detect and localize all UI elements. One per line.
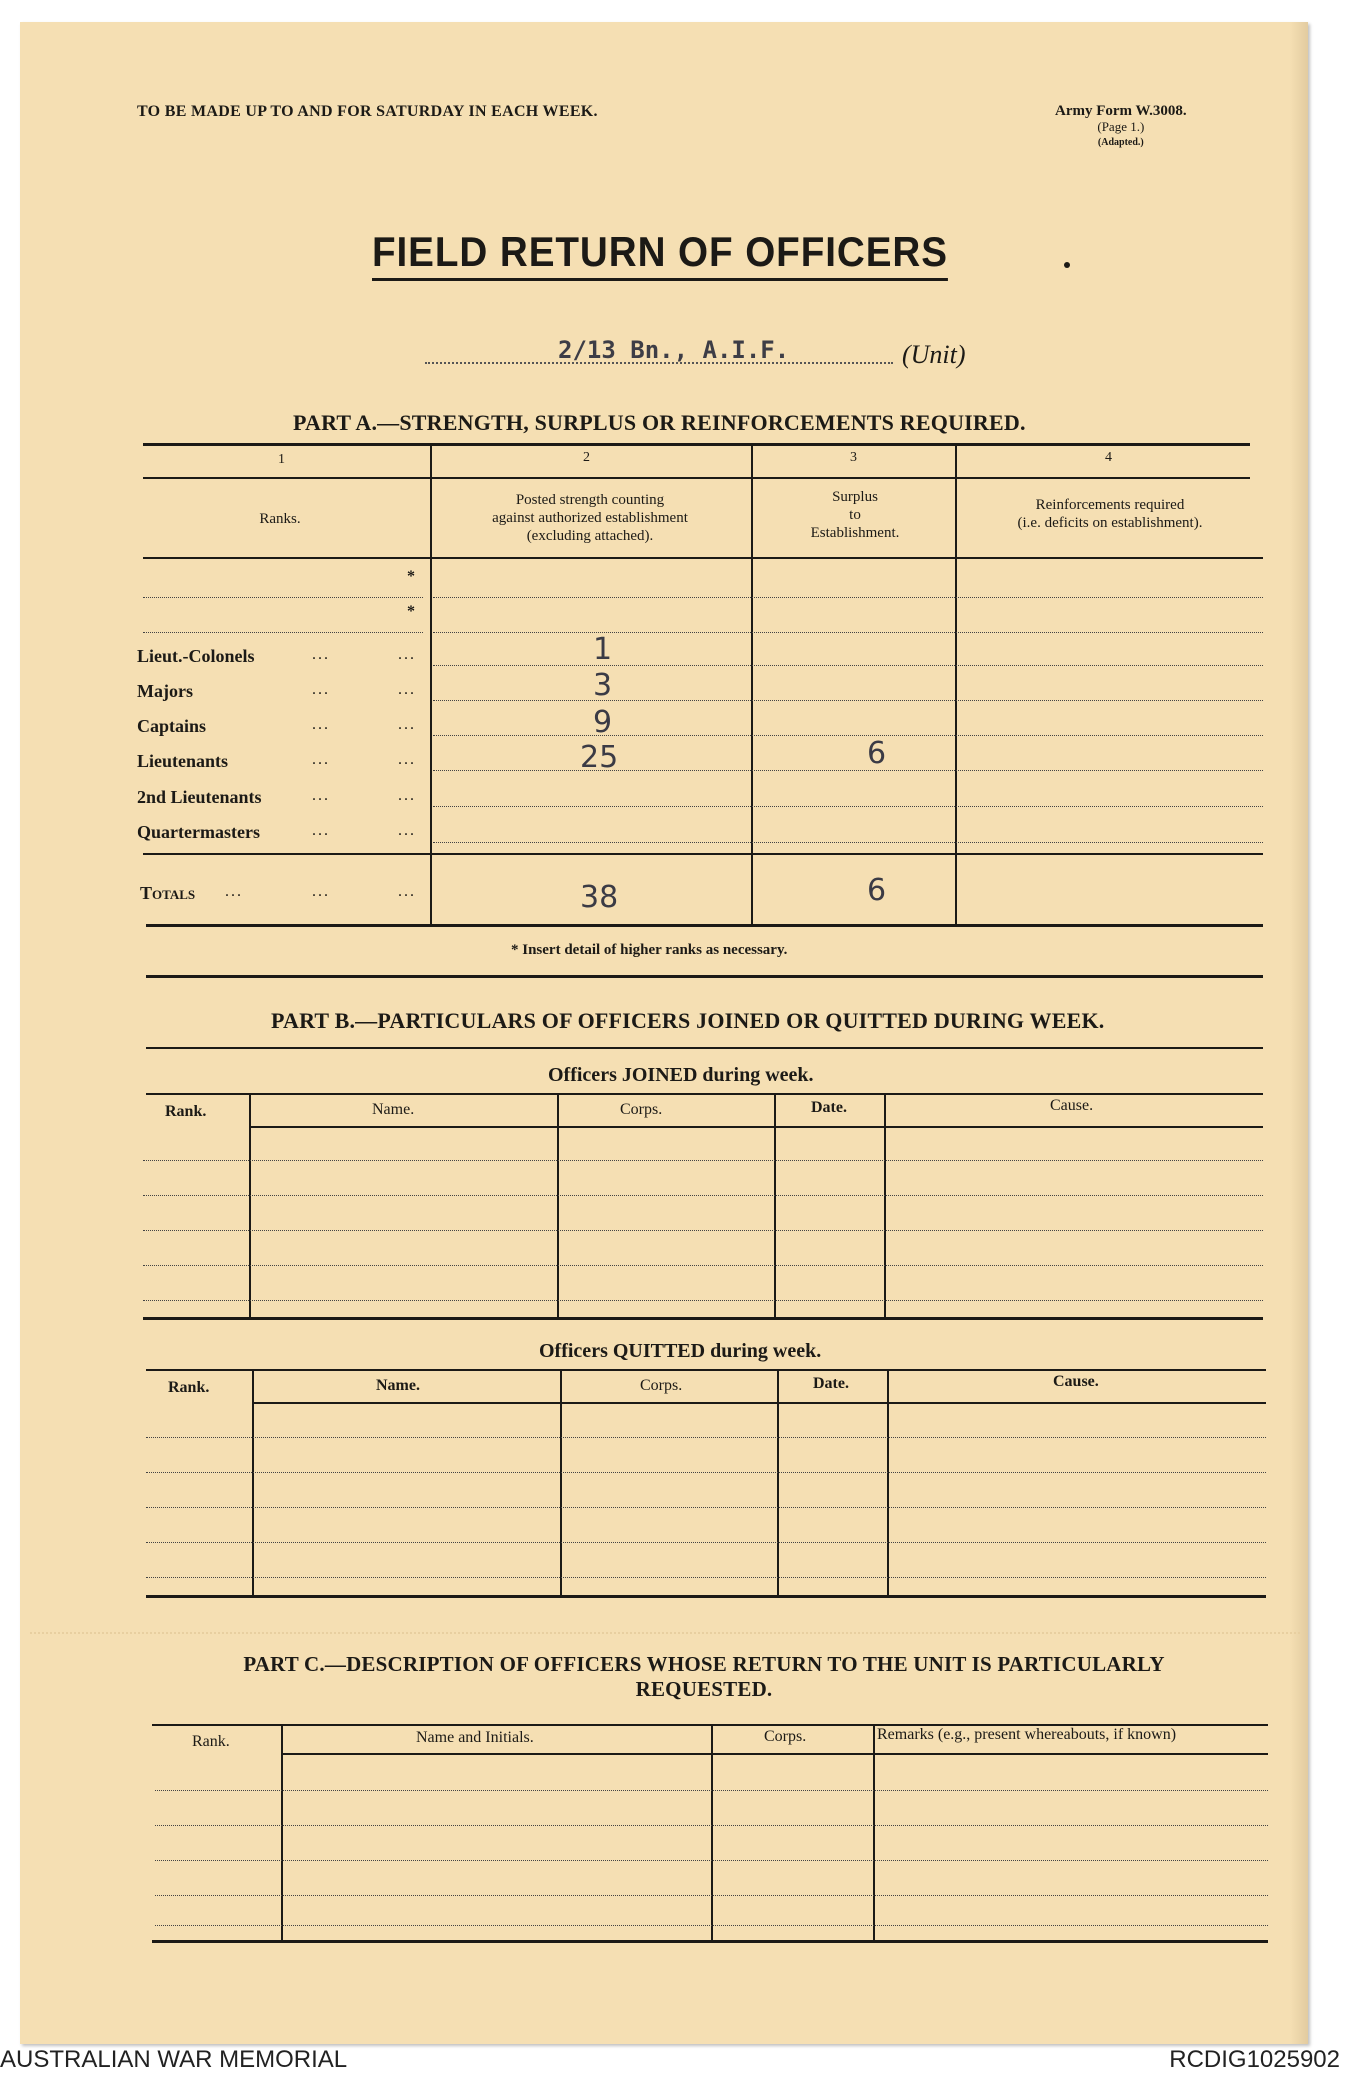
leader-dots: ... xyxy=(398,751,416,768)
totals-top-rule xyxy=(143,853,1263,855)
colnum-3: 3 xyxy=(850,450,857,465)
part-a-bottom-rule xyxy=(146,924,1263,927)
row-line xyxy=(155,1790,1268,1791)
footnote: * Insert detail of higher ranks as necessary. xyxy=(511,942,788,958)
row-line xyxy=(146,1507,1266,1508)
row-line xyxy=(433,632,1263,633)
quitted-col-corps: Corps. xyxy=(640,1377,683,1394)
part-b-top-rule xyxy=(146,975,1263,978)
quitted-col-rank: Rank. xyxy=(168,1379,210,1396)
posted-captains: 9 xyxy=(593,705,613,740)
posted-lieut-colonels: 1 xyxy=(593,632,613,667)
unit-label: (Unit) xyxy=(902,340,966,369)
leader-dots: ... xyxy=(398,787,416,804)
joined-col-name: Name. xyxy=(372,1101,415,1118)
page-title: FIELD RETURN OF OFFICERS xyxy=(372,228,948,281)
leader-dots: ... xyxy=(312,883,330,900)
quitted-vline-3 xyxy=(777,1369,779,1595)
form-adapted: (Adapted.) xyxy=(1097,137,1144,148)
leader-dots: ... xyxy=(312,787,330,804)
part-a-top-rule xyxy=(143,443,1250,446)
row-line xyxy=(433,700,1263,701)
row-line xyxy=(143,1160,1263,1161)
row-line xyxy=(433,665,1263,666)
row-line xyxy=(143,1300,1263,1301)
row-line xyxy=(155,1860,1268,1861)
leader-dots: ... xyxy=(398,822,416,839)
joined-vline-2 xyxy=(557,1093,559,1317)
quitted-col-name: Name. xyxy=(376,1377,420,1394)
quitted-bottom-rule xyxy=(146,1595,1266,1598)
row-line xyxy=(143,1265,1263,1266)
leader-dots: ... xyxy=(398,681,416,698)
part-c-vline-3 xyxy=(873,1724,875,1940)
part-a-title: PART A.—STRENGTH, SURPLUS OR REINFORCEMENTS REQUIRED. xyxy=(293,410,1026,435)
row-line xyxy=(433,735,1263,736)
rank-2nd-lieutenants: 2nd Lieutenants xyxy=(137,787,262,807)
rank-lieutenants: Lieutenants xyxy=(137,751,229,771)
quitted-top-rule xyxy=(146,1369,1266,1371)
joined-col-date: Date. xyxy=(811,1099,847,1116)
part-c-col-corps: Corps. xyxy=(764,1728,807,1745)
totals-surplus: 6 xyxy=(867,873,887,908)
posted-lieutenants: 25 xyxy=(580,740,619,775)
part-c-vline-1 xyxy=(281,1724,283,1940)
col-head-posted-3: (excluding attached). xyxy=(526,528,654,544)
row-line xyxy=(155,1895,1268,1896)
title-dot xyxy=(1064,262,1070,268)
part-c-vline-2 xyxy=(711,1724,713,1940)
joined-bottom-rule xyxy=(143,1317,1263,1320)
totals-label: Totals xyxy=(140,883,196,903)
joined-vline-3 xyxy=(774,1093,776,1317)
form-number: Army Form W.3008. xyxy=(1055,103,1187,119)
leader-dots: ... xyxy=(312,681,330,698)
col-head-posted-2: against authorized establishment xyxy=(492,510,688,526)
col-head-surplus xyxy=(760,488,950,542)
joined-col-corps: Corps. xyxy=(620,1101,663,1118)
form-page: (Page 1.) xyxy=(1097,119,1145,134)
row-line xyxy=(146,1577,1266,1578)
quitted-vline-4 xyxy=(887,1369,889,1595)
leader-dots: ... xyxy=(398,716,416,733)
part-c-col-rank: Rank. xyxy=(192,1733,230,1750)
leader-dots: ... xyxy=(225,883,243,900)
blank-rank-line-1 xyxy=(143,597,423,598)
part-c-title-line-2: REQUESTED. xyxy=(635,1677,773,1701)
leader-dots: ... xyxy=(398,646,416,663)
footer-id: RCDIG1025902 xyxy=(1169,2046,1340,2073)
part-c-head-rule xyxy=(282,1753,1268,1755)
perforation-line xyxy=(30,1632,1300,1634)
rank-quartermasters: Quartermasters xyxy=(137,822,260,842)
row-line xyxy=(146,1437,1266,1438)
col-head-ranks: Ranks. xyxy=(259,511,301,527)
star-marker-1: * xyxy=(407,568,415,585)
col-head-reinforcements xyxy=(965,496,1255,532)
quitted-head-rule xyxy=(253,1402,1266,1404)
surplus-lieutenants: 6 xyxy=(867,736,887,771)
colnum-4: 4 xyxy=(1105,450,1112,465)
quitted-col-date: Date. xyxy=(813,1375,849,1392)
leader-dots: ... xyxy=(312,716,330,733)
leader-dots: ... xyxy=(398,883,416,900)
joined-vline-4 xyxy=(884,1093,886,1317)
instruction-text: TO BE MADE UP TO AND FOR SATURDAY IN EACH WEEK. xyxy=(137,103,598,120)
row-line xyxy=(143,1230,1263,1231)
leader-dots: ... xyxy=(312,822,330,839)
joined-col-cause: Cause. xyxy=(1050,1097,1094,1114)
rank-majors: Majors xyxy=(137,681,193,701)
blank-rank-line-2 xyxy=(143,632,423,633)
part-c-col-name: Name and Initials. xyxy=(416,1729,534,1746)
star-marker-2: * xyxy=(407,603,415,620)
quitted-vline-1 xyxy=(252,1369,254,1595)
unit-value: 2/13 Bn., A.I.F. xyxy=(558,336,790,364)
part-c-title-line-1: PART C.—DESCRIPTION OF OFFICERS WHOSE RETURN TO THE UNIT IS PARTICULARLY xyxy=(243,1652,1165,1676)
row-line xyxy=(433,770,1263,771)
joined-head-rule xyxy=(250,1126,1263,1128)
col-head-reinf-1: Reinforcements required xyxy=(1035,497,1185,513)
row-line xyxy=(146,1472,1266,1473)
posted-majors: 3 xyxy=(593,668,613,703)
part-b-title-rule xyxy=(146,1047,1263,1049)
footer-source: AUSTRALIAN WAR MEMORIAL xyxy=(0,2046,348,2073)
col-head-posted xyxy=(440,491,740,545)
totals-posted: 38 xyxy=(580,880,619,915)
part-a-colnum-rule xyxy=(143,477,1250,479)
row-line xyxy=(433,806,1263,807)
rank-captains: Captains xyxy=(137,716,207,736)
part-b-title: PART B.—PARTICULARS OF OFFICERS JOINED OR QUITTED DURING WEEK. xyxy=(271,1008,1105,1033)
row-line xyxy=(155,1925,1268,1926)
colnum-1: 1 xyxy=(278,452,285,467)
joined-vline-1 xyxy=(249,1093,251,1317)
joined-top-rule xyxy=(146,1093,1263,1095)
part-c-title xyxy=(199,1652,1209,1702)
part-c-col-remarks: Remarks (e.g., present whereabouts, if known) xyxy=(877,1726,1177,1743)
row-line xyxy=(155,1825,1268,1826)
col-head-surplus-1: Surplus xyxy=(832,489,878,505)
leader-dots: ... xyxy=(312,751,330,768)
joined-col-rank: Rank. xyxy=(165,1103,207,1120)
part-a-head-rule xyxy=(143,557,1263,559)
col-head-surplus-2: to xyxy=(849,507,861,523)
col-head-reinf-2: (i.e. deficits on establishment). xyxy=(1017,515,1203,531)
joined-title: Officers JOINED during week. xyxy=(548,1064,814,1086)
col-head-surplus-3: Establishment. xyxy=(810,525,900,541)
col-head-posted-1: Posted strength counting xyxy=(515,492,665,508)
row-line xyxy=(433,842,1263,843)
colnum-2: 2 xyxy=(583,450,590,465)
row-line xyxy=(143,1195,1263,1196)
army-form-number xyxy=(1055,103,1187,151)
row-line xyxy=(433,597,1263,598)
quitted-vline-2 xyxy=(560,1369,562,1595)
row-line xyxy=(146,1542,1266,1543)
leader-dots: ... xyxy=(312,646,330,663)
part-c-bottom-rule xyxy=(152,1940,1268,1943)
quitted-title: Officers QUITTED during week. xyxy=(539,1340,822,1362)
rank-lieut-colonels: Lieut.-Colonels xyxy=(137,646,255,666)
quitted-col-cause: Cause. xyxy=(1053,1373,1099,1390)
